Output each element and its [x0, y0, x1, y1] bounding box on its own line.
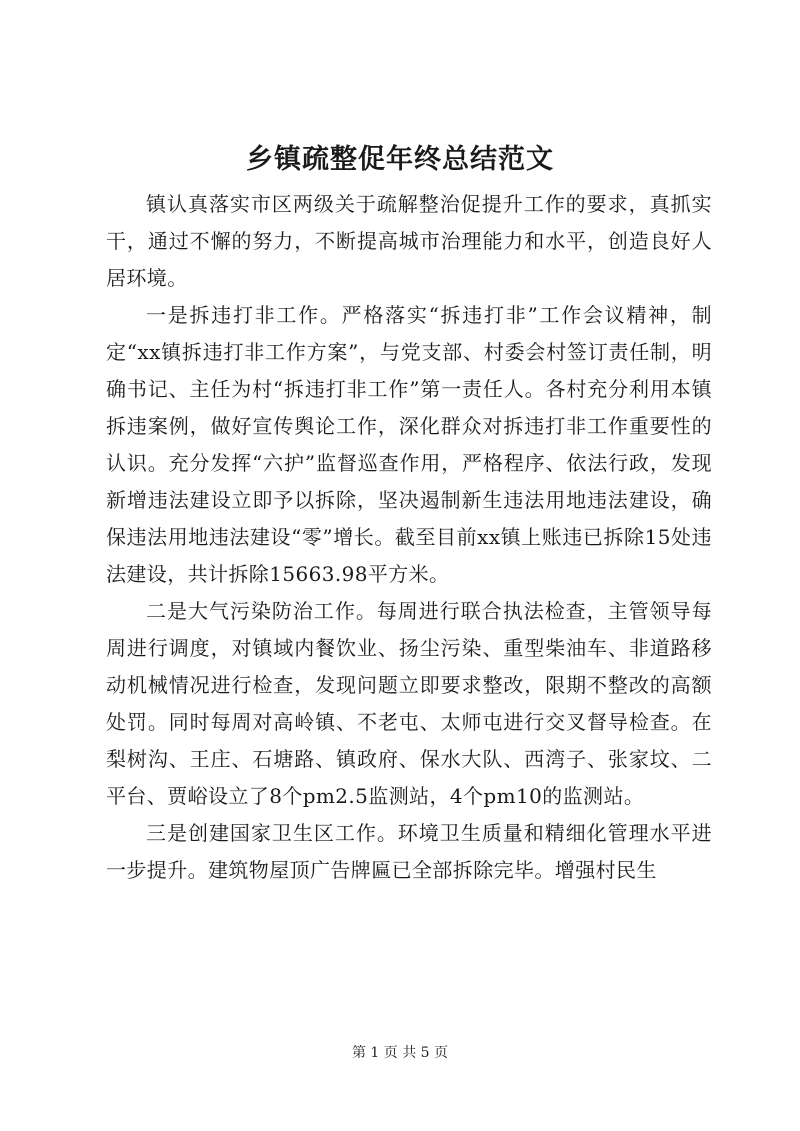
document-body — [106, 186, 712, 889]
paragraph-intro: 镇认真落实市区两级关于疏解整治促提升工作的要求，真抓实干，通过不懈的努力，不断提高城市治理能力和水平，创造良好人居环境。 — [106, 192, 712, 290]
page-number-footer: 第 1 页 共 5 页 — [351, 1045, 449, 1061]
paragraph-air-pollution: 二是大气污染防治工作。每周进行联合执法检查，主管领导每周进行调度，对镇域内餐饮业、扬尘污染、重型柴油车、非道路移动机械情况进行检查，发现问题立即要求整改，限期不整改的高额处罚。同时每周对高岭镇、不老屯、太师屯进行交叉督导检查。在梨树沟、王庄、石塘路、镇政府、保水大队、西湾子、张家坟、二平台、贾峪设立了8个pm2.5监测站，4个pm10的监测站。 — [106, 599, 712, 808]
paragraph-demolition: 一是拆违打非工作。严格落实“拆违打非”工作会议精神，制定“xx镇拆违打非工作方案”，与党支部、村委会村签订责任制，明确书记、主任为村“拆违打非工作”第一责任人。各村充分利用本镇拆违案例，做好宣传舆论工作，深化群众对拆违打非工作重要性的认识。充分发挥“六护”监督巡查作用，严格程序、依法行政，发现新增违法建设立即予以拆除，坚决遏制新生违法用地违法建设，确保违法用地违法建设“零”增长。截至目前xx镇上账违已拆除15处违法建设，共计拆除15663.98平方米。 — [106, 303, 712, 586]
document-title: 乡镇疏整促年终总结范文 — [246, 144, 554, 175]
paragraph-sanitation: 三是创建国家卫生区工作。环境卫生质量和精细化管理水平进一步提升。建筑物屋顶广告牌匾已全部拆除完毕。增强村民生 — [106, 821, 712, 882]
